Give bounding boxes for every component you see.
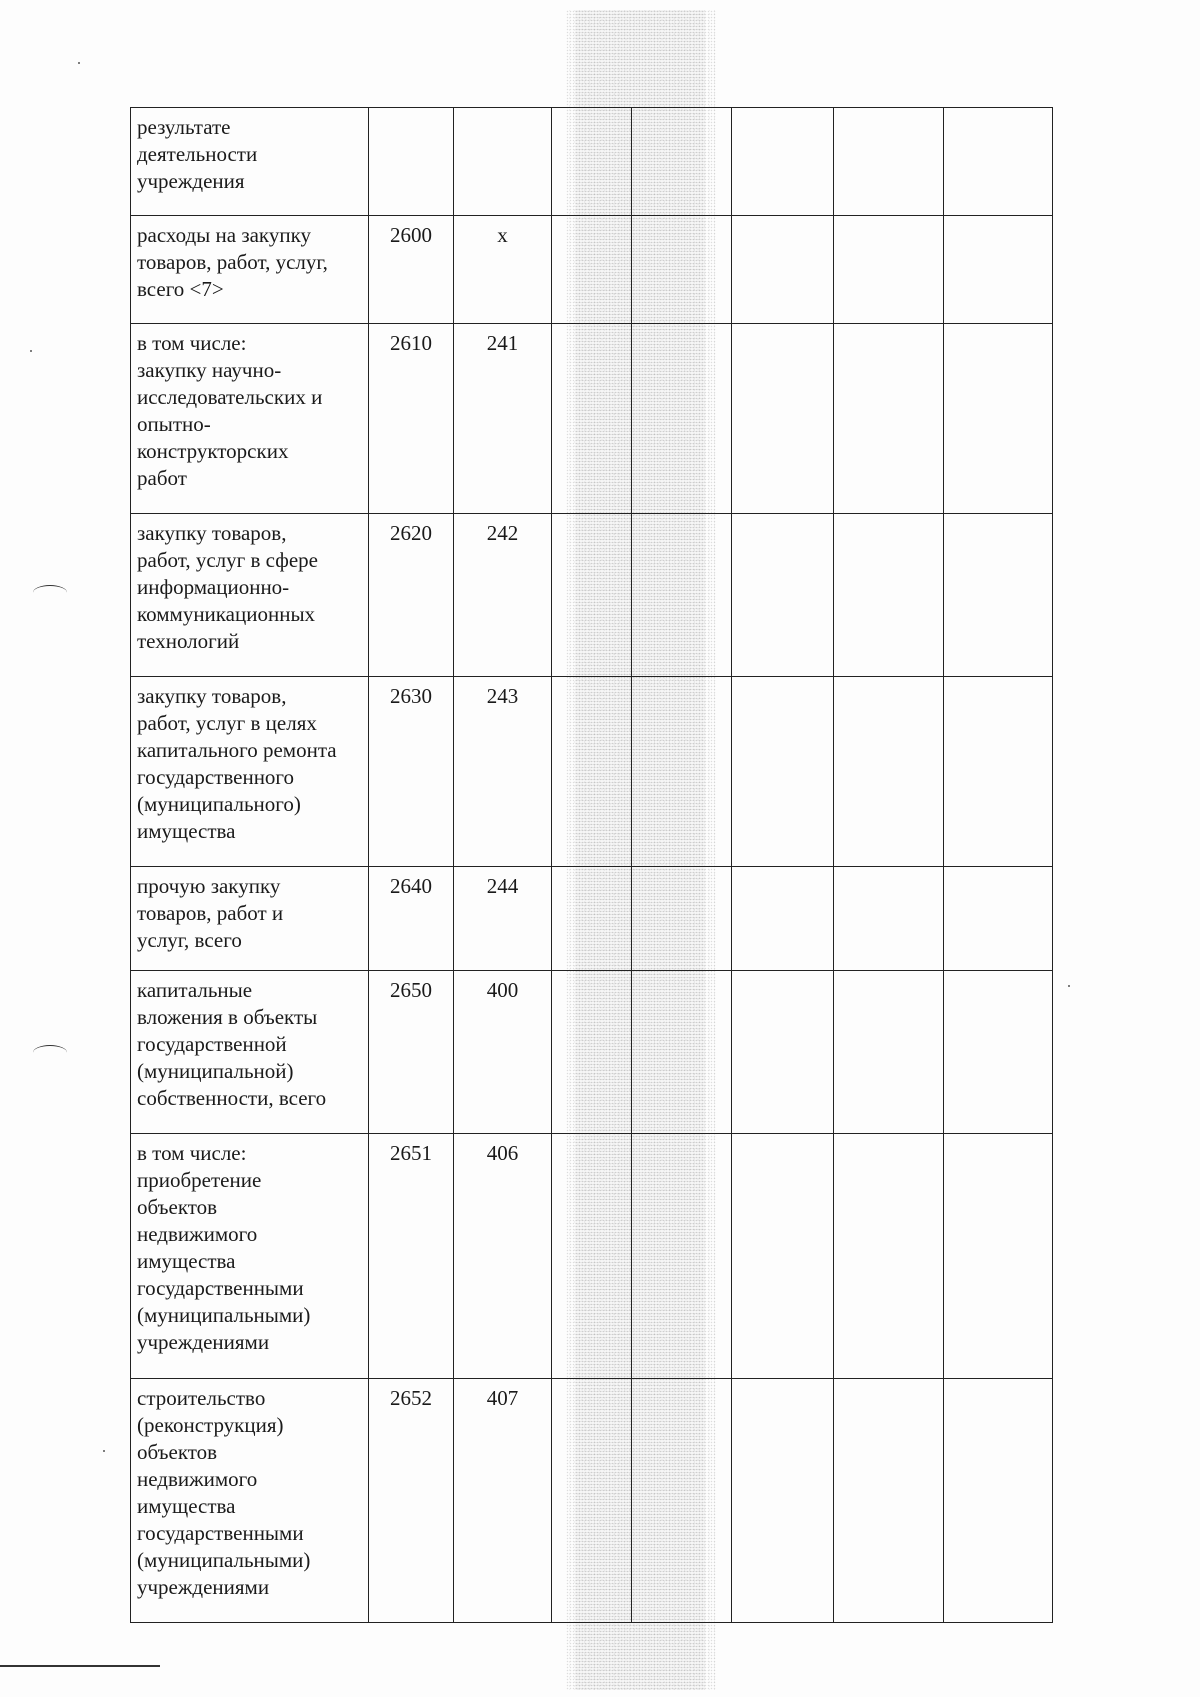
row-code: 2640: [369, 867, 454, 971]
empty-cell: [732, 216, 834, 324]
scan-speck: [1068, 985, 1070, 987]
empty-cell: [632, 677, 732, 867]
empty-cell: [944, 108, 1053, 216]
row-label: [131, 1134, 369, 1379]
empty-cell: [632, 216, 732, 324]
row-kbk: 241: [454, 324, 552, 514]
row-label-text: расходы на закупку товаров, работ, услуг, всего <7>: [137, 223, 328, 301]
row-code: 2652: [369, 1379, 454, 1623]
row-code: 2600: [369, 216, 454, 324]
empty-cell: [944, 514, 1053, 677]
row-label: [131, 971, 369, 1134]
empty-cell: [552, 971, 632, 1134]
row-code: 2650: [369, 971, 454, 1134]
empty-cell: [732, 514, 834, 677]
empty-cell: [632, 514, 732, 677]
empty-cell: [632, 971, 732, 1134]
empty-cell: [632, 1134, 732, 1379]
row-label-text: строительство (реконструкция) объектов недвижимого имущества государственными (муниципальными) учреждениями: [137, 1386, 311, 1599]
empty-cell: [732, 971, 834, 1134]
row-label: [131, 867, 369, 971]
table-row: [131, 867, 1053, 971]
scan-speck: [30, 350, 32, 352]
empty-cell: [732, 867, 834, 971]
empty-cell: [834, 1379, 944, 1623]
row-label-text: в том числе: приобретение объектов недвижимого имущества государственными (муниципальными) учреждениями: [137, 1141, 311, 1354]
row-label: [131, 1379, 369, 1623]
row-kbk: 242: [454, 514, 552, 677]
empty-cell: [552, 677, 632, 867]
empty-cell: [944, 216, 1053, 324]
row-label-text: закупку товаров, работ, услуг в целях капитального ремонта государственного (муниципального) имущества: [137, 684, 337, 843]
empty-cell: [632, 867, 732, 971]
empty-cell: [944, 971, 1053, 1134]
empty-cell: [834, 108, 944, 216]
table-row: [131, 514, 1053, 677]
table-row: [131, 1134, 1053, 1379]
table-row: [131, 971, 1053, 1134]
empty-cell: [552, 867, 632, 971]
empty-cell: [834, 216, 944, 324]
empty-cell: [944, 677, 1053, 867]
empty-cell: [732, 677, 834, 867]
empty-cell: [552, 216, 632, 324]
row-label-text: результате деятельности учреждения: [137, 115, 258, 193]
empty-cell: [834, 867, 944, 971]
empty-cell: [552, 108, 632, 216]
table-row: [131, 677, 1053, 867]
empty-cell: [834, 514, 944, 677]
row-code: 2620: [369, 514, 454, 677]
empty-cell: [732, 108, 834, 216]
expenses-table: [130, 107, 1053, 1623]
empty-cell: [632, 108, 732, 216]
empty-cell: [944, 867, 1053, 971]
empty-cell: [732, 1379, 834, 1623]
row-label: [131, 108, 369, 216]
empty-cell: [834, 971, 944, 1134]
scan-speck: [103, 1450, 105, 1452]
scan-speck: [78, 62, 80, 64]
empty-cell: [632, 324, 732, 514]
empty-cell: [632, 1379, 732, 1623]
empty-cell: [552, 514, 632, 677]
row-kbk: [454, 108, 552, 216]
table-row: [131, 1379, 1053, 1623]
row-kbk: 400: [454, 971, 552, 1134]
table-row: [131, 108, 1053, 216]
row-code: 2630: [369, 677, 454, 867]
punch-hole-mark: [33, 1045, 67, 1060]
row-label-text: капитальные вложения в объекты государственной (муниципальной) собственности, всего: [137, 978, 327, 1110]
empty-cell: [834, 324, 944, 514]
empty-cell: [944, 324, 1053, 514]
empty-cell: [732, 324, 834, 514]
row-label: [131, 324, 369, 514]
empty-cell: [944, 1134, 1053, 1379]
row-kbk: х: [454, 216, 552, 324]
empty-cell: [834, 1134, 944, 1379]
table-row: [131, 216, 1053, 324]
row-kbk: 243: [454, 677, 552, 867]
row-label-text: закупку товаров, работ, услуг в сфере информационно- коммуникационных технологий: [137, 521, 318, 653]
row-label-text: в том числе: закупку научно- исследовательских и опытно- конструкторских работ: [137, 331, 323, 490]
empty-cell: [834, 677, 944, 867]
empty-cell: [552, 1379, 632, 1623]
punch-hole-mark: [33, 585, 67, 600]
row-code: 2610: [369, 324, 454, 514]
row-code: 2651: [369, 1134, 454, 1379]
row-code: [369, 108, 454, 216]
table-row: [131, 324, 1053, 514]
empty-cell: [552, 324, 632, 514]
row-label: [131, 514, 369, 677]
row-kbk: 244: [454, 867, 552, 971]
row-label: [131, 677, 369, 867]
empty-cell: [732, 1134, 834, 1379]
empty-cell: [944, 1379, 1053, 1623]
empty-cell: [552, 1134, 632, 1379]
footnote-rule: [0, 1665, 160, 1667]
row-kbk: 407: [454, 1379, 552, 1623]
row-label: [131, 216, 369, 324]
row-kbk: 406: [454, 1134, 552, 1379]
row-label-text: прочую закупку товаров, работ и услуг, всего: [137, 874, 284, 952]
